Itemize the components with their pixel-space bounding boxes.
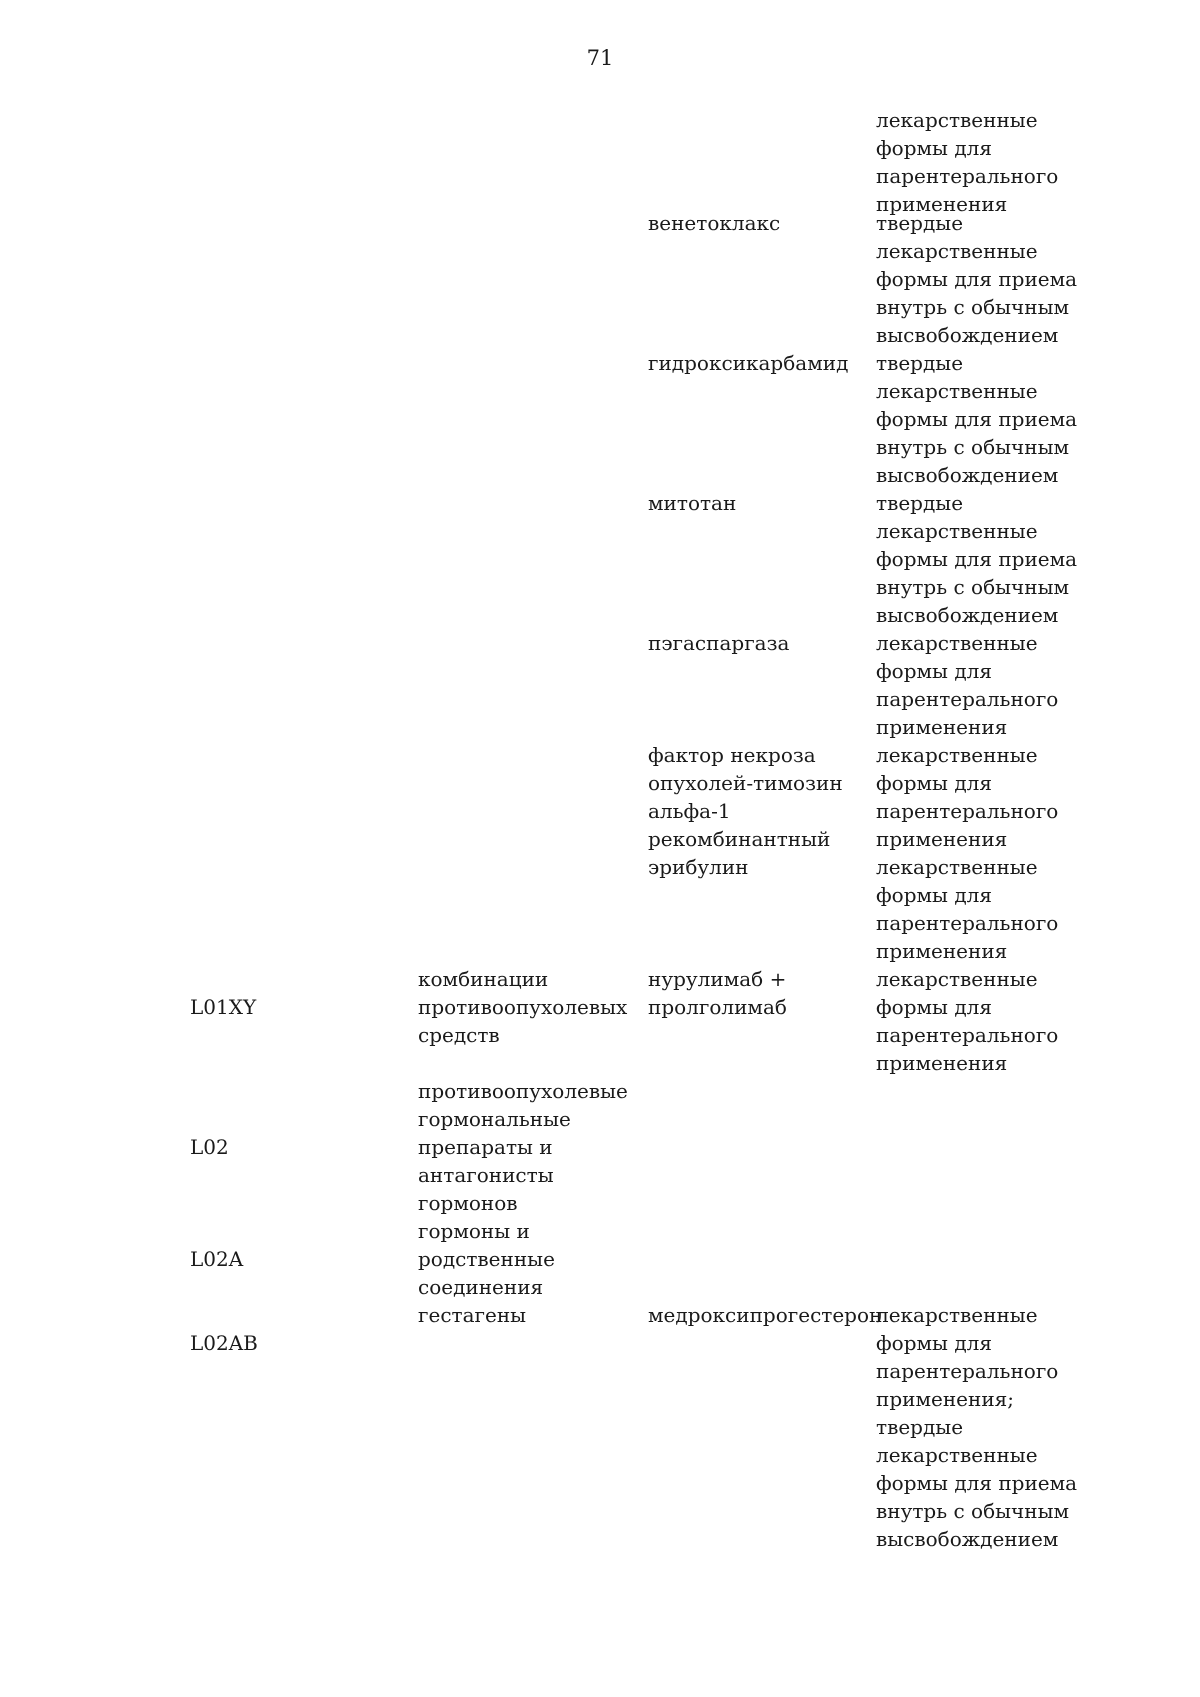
drug-name-cell: нурулимаб + пролголимаб [648, 967, 787, 1019]
dosage-form-cell: твердые лекарственные формы для приема внутрь с обычным высвобождением [876, 211, 1078, 347]
drug-name-cell: пэгаспаргаза [648, 631, 790, 655]
dosage-form-cell: твердые лекарственные формы для приема внутрь с обычным высвобождением [876, 491, 1078, 627]
dosage-form-cell: лекарственные формы для парентерального применения [876, 967, 1059, 1075]
atc-code-cell: L02A [190, 1247, 244, 1271]
group-name-cell: гестагены [418, 1303, 527, 1327]
drug-name-cell: митотан [648, 491, 737, 515]
page-number: 71 [586, 46, 614, 70]
group-name-cell: противоопухолевые гормональные препараты и антагонисты гормонов [418, 1079, 628, 1215]
dosage-form-cell: лекарственные формы для парентерального применения [876, 743, 1059, 851]
drug-name-cell: медроксипрогестерон [648, 1303, 883, 1327]
atc-code-cell: L01XY [190, 995, 257, 1019]
dosage-form-cell: твердые лекарственные формы для приема внутрь с обычным высвобождением [876, 351, 1078, 487]
dosage-form-cell: лекарственные формы для парентерального применения; твердые лекарственные формы для приема внутрь с обычным высвобождением [876, 1303, 1078, 1551]
dosage-form-cell: лекарственные формы для парентерального применения [876, 855, 1059, 963]
atc-code-cell: L02AB [190, 1331, 258, 1355]
group-name-cell: комбинации противоопухолевых средств [418, 967, 628, 1047]
drug-name-cell: эрибулин [648, 855, 749, 879]
group-name-cell: гормоны и родственные соединения [418, 1219, 555, 1299]
drug-name-cell: фактор некроза опухолей-тимозин альфа-1 рекомбинантный [648, 743, 843, 851]
drug-name-cell: венетоклакс [648, 211, 781, 235]
dosage-form-cell: лекарственные формы для парентерального применения [876, 631, 1059, 739]
atc-code-cell: L02 [190, 1135, 229, 1159]
drug-name-cell: гидроксикарбамид [648, 351, 849, 375]
dosage-form-cell: лекарственные формы для парентерального применения [876, 108, 1059, 216]
